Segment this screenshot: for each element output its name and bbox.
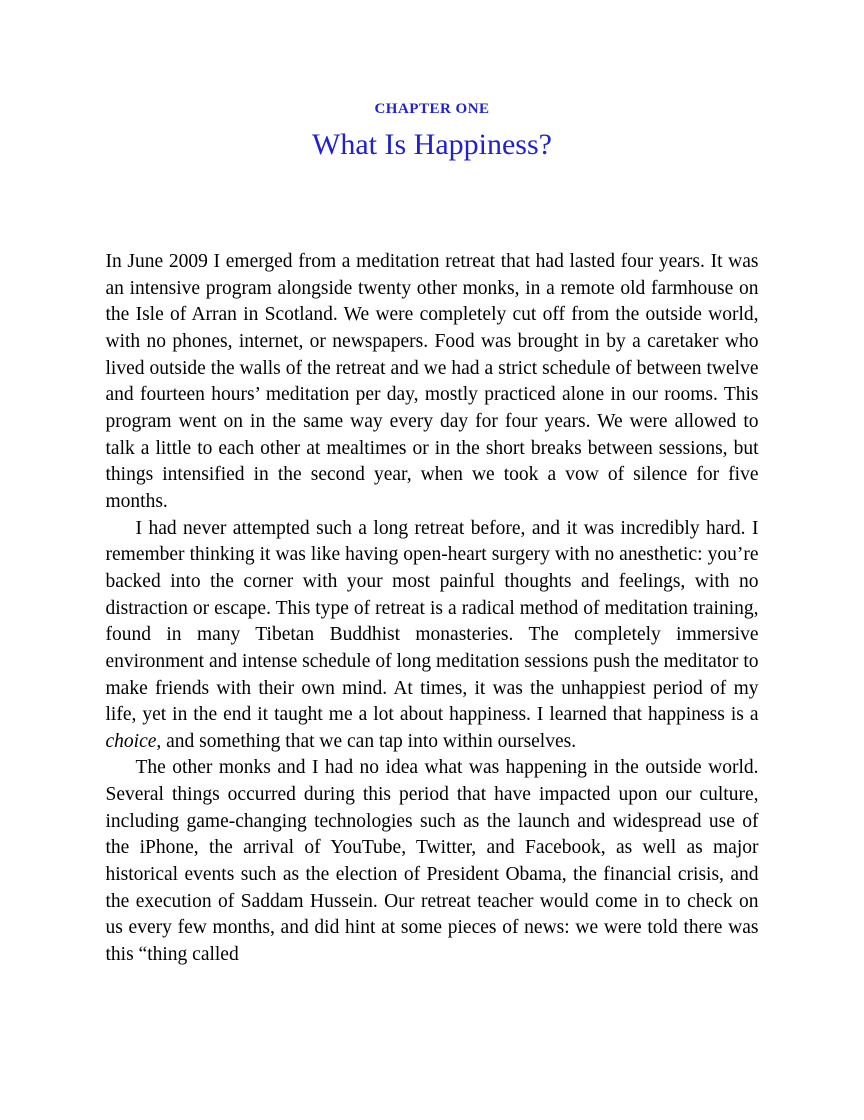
italic-text-run: choice bbox=[105, 730, 157, 752]
text-run: I had never attempted such a long retreat before, and it was incredibly hard. I remember thinking it was like having open-heart surgery with no anesthetic: you’re backed into the corner with your most painful thoughts and feelings, with no distraction or escape. This type of retreat is a radical method of meditation training, found in many Tibetan Buddhist monasteries. The completely immersive environment and intense schedule of long meditation sessions push the meditator to make friends with their own mind. At times, it was the unhappiest period of my life, yet in the end it taught me a lot about happiness. I learned that happiness is a bbox=[105, 517, 759, 726]
text-run: In June 2009 I emerged from a meditation retreat that had lasted four years. It was an intensive program alongside twenty other monks, in a remote old farmhouse on the Isle of Arran in Scotland. We were completely cut off from the outside world, with no phones, internet, or newspapers. Food was brought in by a caretaker who lived outside the walls of the retreat and we had a strict schedule of between twelve and fourteen hours’ meditation per day, mostly practiced alone in our rooms. This program went on in the same way every day for four years. We were allowed to talk a little to each other at mealtimes or in the short breaks between sessions, but things intensified in the second year, when we took a vow of silence for five months. bbox=[105, 251, 759, 512]
paragraph bbox=[106, 516, 759, 756]
body-text bbox=[106, 249, 759, 969]
chapter-label: CHAPTER ONE bbox=[374, 101, 490, 117]
text-run: , and something that we can tap into within ourselves. bbox=[156, 730, 577, 752]
text-run: The other monks and I had no idea what was happening in the outside world. Several things occurred during this period that have impacted upon our culture, including game-changing technologies such as the launch and widespread use of the iPhone, the arrival of YouTube, Twitter, and Facebook, as well as major historical events such as the election of President Obama, the financial crisis, and the execution of Saddam Hussein. Our retreat teacher would come in to check on us every few months, and did hint at some pieces of news: we were told there was this “thing called bbox=[105, 757, 759, 966]
chapter-title: What Is Happiness? bbox=[312, 128, 552, 161]
paragraph bbox=[106, 249, 759, 516]
paragraph bbox=[106, 755, 759, 968]
